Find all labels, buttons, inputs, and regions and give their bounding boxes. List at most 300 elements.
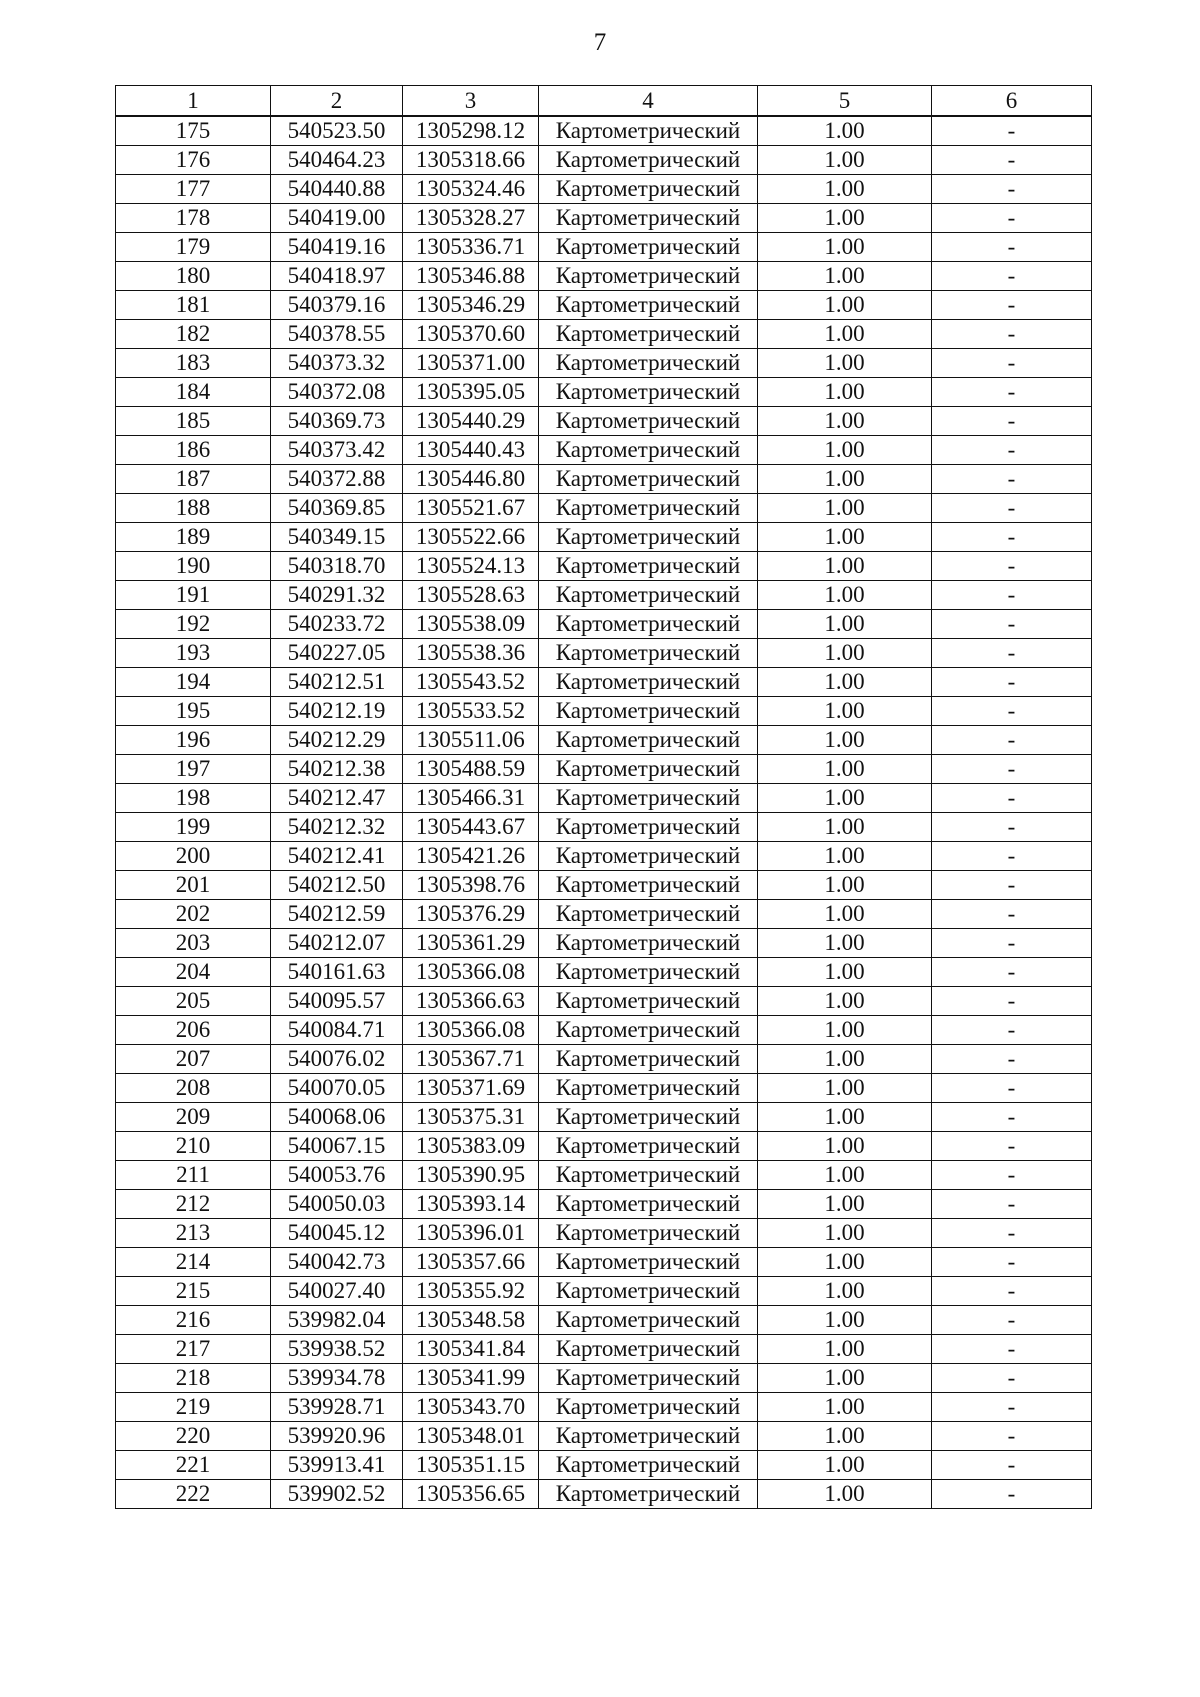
table-row (116, 233, 1092, 262)
accuracy-cell: 1.00 (758, 262, 932, 291)
column-header-5: 5 (758, 86, 932, 117)
x-coordinate-cell: 540076.02 (271, 1045, 403, 1074)
accuracy-cell: 1.00 (758, 1277, 932, 1306)
table-row (116, 1277, 1092, 1306)
y-coordinate-cell: 1305346.88 (403, 262, 539, 291)
notes-cell: - (932, 784, 1092, 813)
point-number-cell: 197 (116, 755, 271, 784)
accuracy-cell: 1.00 (758, 668, 932, 697)
accuracy-cell: 1.00 (758, 1422, 932, 1451)
point-number-cell: 206 (116, 1016, 271, 1045)
point-number-cell: 183 (116, 349, 271, 378)
notes-cell: - (932, 668, 1092, 697)
y-coordinate-cell: 1305367.71 (403, 1045, 539, 1074)
notes-cell: - (932, 1422, 1092, 1451)
accuracy-cell: 1.00 (758, 813, 932, 842)
table-row (116, 146, 1092, 175)
notes-cell: - (932, 842, 1092, 871)
x-coordinate-cell: 539928.71 (271, 1393, 403, 1422)
x-coordinate-cell: 540440.88 (271, 175, 403, 204)
method-cell: Картометрический (539, 1045, 758, 1074)
method-cell: Картометрический (539, 813, 758, 842)
table-row (116, 929, 1092, 958)
y-coordinate-cell: 1305356.65 (403, 1480, 539, 1509)
table-row (116, 1016, 1092, 1045)
point-number-cell: 176 (116, 146, 271, 175)
method-cell: Картометрический (539, 291, 758, 320)
table-row (116, 262, 1092, 291)
table-row (116, 1074, 1092, 1103)
table-row (116, 1045, 1092, 1074)
y-coordinate-cell: 1305383.09 (403, 1132, 539, 1161)
y-coordinate-cell: 1305318.66 (403, 146, 539, 175)
y-coordinate-cell: 1305524.13 (403, 552, 539, 581)
method-cell: Картометрический (539, 204, 758, 233)
method-cell: Картометрический (539, 233, 758, 262)
accuracy-cell: 1.00 (758, 146, 932, 175)
point-number-cell: 180 (116, 262, 271, 291)
method-cell: Картометрический (539, 1190, 758, 1219)
notes-cell: - (932, 1045, 1092, 1074)
point-number-cell: 202 (116, 900, 271, 929)
x-coordinate-cell: 540067.15 (271, 1132, 403, 1161)
y-coordinate-cell: 1305376.29 (403, 900, 539, 929)
table-row (116, 523, 1092, 552)
y-coordinate-cell: 1305488.59 (403, 755, 539, 784)
accuracy-cell: 1.00 (758, 784, 932, 813)
method-cell: Картометрический (539, 929, 758, 958)
point-number-cell: 187 (116, 465, 271, 494)
table-row (116, 1103, 1092, 1132)
notes-cell: - (932, 204, 1092, 233)
point-number-cell: 195 (116, 697, 271, 726)
table-row (116, 813, 1092, 842)
notes-cell: - (932, 755, 1092, 784)
accuracy-cell: 1.00 (758, 726, 932, 755)
y-coordinate-cell: 1305361.29 (403, 929, 539, 958)
y-coordinate-cell: 1305366.08 (403, 958, 539, 987)
notes-cell: - (932, 1335, 1092, 1364)
point-number-cell: 207 (116, 1045, 271, 1074)
notes-cell: - (932, 610, 1092, 639)
y-coordinate-cell: 1305393.14 (403, 1190, 539, 1219)
accuracy-cell: 1.00 (758, 755, 932, 784)
x-coordinate-cell: 540212.51 (271, 668, 403, 697)
column-header-2: 2 (271, 86, 403, 117)
point-number-cell: 216 (116, 1306, 271, 1335)
notes-cell: - (932, 1074, 1092, 1103)
y-coordinate-cell: 1305328.27 (403, 204, 539, 233)
y-coordinate-cell: 1305390.95 (403, 1161, 539, 1190)
table-header (116, 86, 1092, 117)
column-header-4: 4 (539, 86, 758, 117)
table-row (116, 1451, 1092, 1480)
accuracy-cell: 1.00 (758, 1451, 932, 1480)
method-cell: Картометрический (539, 1364, 758, 1393)
accuracy-cell: 1.00 (758, 1132, 932, 1161)
y-coordinate-cell: 1305375.31 (403, 1103, 539, 1132)
table-row (116, 1335, 1092, 1364)
x-coordinate-cell: 539902.52 (271, 1480, 403, 1509)
notes-cell: - (932, 494, 1092, 523)
notes-cell: - (932, 987, 1092, 1016)
notes-cell: - (932, 1161, 1092, 1190)
point-number-cell: 188 (116, 494, 271, 523)
table-row (116, 1393, 1092, 1422)
y-coordinate-cell: 1305521.67 (403, 494, 539, 523)
notes-cell: - (932, 523, 1092, 552)
table-row (116, 900, 1092, 929)
x-coordinate-cell: 540349.15 (271, 523, 403, 552)
table-row (116, 639, 1092, 668)
accuracy-cell: 1.00 (758, 233, 932, 262)
header-row (116, 86, 1092, 117)
table-row (116, 1219, 1092, 1248)
method-cell: Картометрический (539, 639, 758, 668)
y-coordinate-cell: 1305466.31 (403, 784, 539, 813)
method-cell: Картометрический (539, 842, 758, 871)
method-cell: Картометрический (539, 349, 758, 378)
y-coordinate-cell: 1305366.08 (403, 1016, 539, 1045)
method-cell: Картометрический (539, 1074, 758, 1103)
notes-cell: - (932, 726, 1092, 755)
accuracy-cell: 1.00 (758, 639, 932, 668)
x-coordinate-cell: 540369.85 (271, 494, 403, 523)
method-cell: Картометрический (539, 436, 758, 465)
y-coordinate-cell: 1305440.43 (403, 436, 539, 465)
method-cell: Картометрический (539, 175, 758, 204)
point-number-cell: 213 (116, 1219, 271, 1248)
table-row (116, 465, 1092, 494)
x-coordinate-cell: 540161.63 (271, 958, 403, 987)
notes-cell: - (932, 958, 1092, 987)
x-coordinate-cell: 540050.03 (271, 1190, 403, 1219)
point-number-cell: 210 (116, 1132, 271, 1161)
accuracy-cell: 1.00 (758, 1364, 932, 1393)
method-cell: Картометрический (539, 320, 758, 349)
x-coordinate-cell: 540372.88 (271, 465, 403, 494)
x-coordinate-cell: 539920.96 (271, 1422, 403, 1451)
y-coordinate-cell: 1305341.84 (403, 1335, 539, 1364)
y-coordinate-cell: 1305343.70 (403, 1393, 539, 1422)
table-row (116, 378, 1092, 407)
table-row (116, 291, 1092, 320)
point-number-cell: 220 (116, 1422, 271, 1451)
y-coordinate-cell: 1305370.60 (403, 320, 539, 349)
point-number-cell: 221 (116, 1451, 271, 1480)
accuracy-cell: 1.00 (758, 494, 932, 523)
y-coordinate-cell: 1305446.80 (403, 465, 539, 494)
method-cell: Картометрический (539, 523, 758, 552)
y-coordinate-cell: 1305366.63 (403, 987, 539, 1016)
point-number-cell: 219 (116, 1393, 271, 1422)
table-row (116, 958, 1092, 987)
x-coordinate-cell: 539938.52 (271, 1335, 403, 1364)
accuracy-cell: 1.00 (758, 958, 932, 987)
notes-cell: - (932, 407, 1092, 436)
x-coordinate-cell: 540068.06 (271, 1103, 403, 1132)
method-cell: Картометрический (539, 116, 758, 146)
x-coordinate-cell: 540212.41 (271, 842, 403, 871)
accuracy-cell: 1.00 (758, 1190, 932, 1219)
table-row (116, 1190, 1092, 1219)
method-cell: Картометрический (539, 1393, 758, 1422)
x-coordinate-cell: 540318.70 (271, 552, 403, 581)
accuracy-cell: 1.00 (758, 1248, 932, 1277)
notes-cell: - (932, 1306, 1092, 1335)
accuracy-cell: 1.00 (758, 1335, 932, 1364)
point-number-cell: 212 (116, 1190, 271, 1219)
y-coordinate-cell: 1305511.06 (403, 726, 539, 755)
x-coordinate-cell: 540212.47 (271, 784, 403, 813)
notes-cell: - (932, 581, 1092, 610)
y-coordinate-cell: 1305371.00 (403, 349, 539, 378)
y-coordinate-cell: 1305348.58 (403, 1306, 539, 1335)
table-row (116, 755, 1092, 784)
point-number-cell: 211 (116, 1161, 271, 1190)
notes-cell: - (932, 116, 1092, 146)
notes-cell: - (932, 233, 1092, 262)
method-cell: Картометрический (539, 262, 758, 291)
coordinates-table (115, 85, 1092, 1509)
accuracy-cell: 1.00 (758, 1161, 932, 1190)
method-cell: Картометрический (539, 900, 758, 929)
table-row (116, 668, 1092, 697)
point-number-cell: 189 (116, 523, 271, 552)
x-coordinate-cell: 540419.16 (271, 233, 403, 262)
point-number-cell: 190 (116, 552, 271, 581)
notes-cell: - (932, 552, 1092, 581)
table-row (116, 1132, 1092, 1161)
y-coordinate-cell: 1305371.69 (403, 1074, 539, 1103)
method-cell: Картометрический (539, 1451, 758, 1480)
method-cell: Картометрический (539, 1103, 758, 1132)
method-cell: Картометрический (539, 581, 758, 610)
method-cell: Картометрический (539, 1277, 758, 1306)
page-number: 7 (593, 29, 607, 56)
method-cell: Картометрический (539, 1422, 758, 1451)
x-coordinate-cell: 540464.23 (271, 146, 403, 175)
y-coordinate-cell: 1305528.63 (403, 581, 539, 610)
method-cell: Картометрический (539, 668, 758, 697)
accuracy-cell: 1.00 (758, 349, 932, 378)
method-cell: Картометрический (539, 378, 758, 407)
notes-cell: - (932, 813, 1092, 842)
accuracy-cell: 1.00 (758, 987, 932, 1016)
accuracy-cell: 1.00 (758, 610, 932, 639)
method-cell: Картометрический (539, 494, 758, 523)
method-cell: Картометрический (539, 726, 758, 755)
table-row (116, 784, 1092, 813)
accuracy-cell: 1.00 (758, 697, 932, 726)
point-number-cell: 222 (116, 1480, 271, 1509)
x-coordinate-cell: 540045.12 (271, 1219, 403, 1248)
table-row (116, 842, 1092, 871)
method-cell: Картометрический (539, 465, 758, 494)
x-coordinate-cell: 540212.32 (271, 813, 403, 842)
table-row (116, 320, 1092, 349)
point-number-cell: 191 (116, 581, 271, 610)
point-number-cell: 209 (116, 1103, 271, 1132)
x-coordinate-cell: 540233.72 (271, 610, 403, 639)
accuracy-cell: 1.00 (758, 291, 932, 320)
table-row (116, 349, 1092, 378)
x-coordinate-cell: 540378.55 (271, 320, 403, 349)
point-number-cell: 217 (116, 1335, 271, 1364)
table-row (116, 436, 1092, 465)
accuracy-cell: 1.00 (758, 871, 932, 900)
table-row (116, 581, 1092, 610)
point-number-cell: 200 (116, 842, 271, 871)
accuracy-cell: 1.00 (758, 929, 932, 958)
notes-cell: - (932, 175, 1092, 204)
y-coordinate-cell: 1305538.36 (403, 639, 539, 668)
point-number-cell: 199 (116, 813, 271, 842)
y-coordinate-cell: 1305395.05 (403, 378, 539, 407)
table-row (116, 116, 1092, 146)
notes-cell: - (932, 871, 1092, 900)
accuracy-cell: 1.00 (758, 1393, 932, 1422)
method-cell: Картометрический (539, 1219, 758, 1248)
table-row (116, 871, 1092, 900)
notes-cell: - (932, 349, 1092, 378)
table-row (116, 1480, 1092, 1509)
notes-cell: - (932, 1248, 1092, 1277)
notes-cell: - (932, 1364, 1092, 1393)
accuracy-cell: 1.00 (758, 1103, 932, 1132)
table-body (116, 116, 1092, 1509)
accuracy-cell: 1.00 (758, 1074, 932, 1103)
column-header-6: 6 (932, 86, 1092, 117)
method-cell: Картометрический (539, 407, 758, 436)
accuracy-cell: 1.00 (758, 465, 932, 494)
notes-cell: - (932, 1016, 1092, 1045)
notes-cell: - (932, 436, 1092, 465)
point-number-cell: 192 (116, 610, 271, 639)
accuracy-cell: 1.00 (758, 900, 932, 929)
y-coordinate-cell: 1305346.29 (403, 291, 539, 320)
accuracy-cell: 1.00 (758, 378, 932, 407)
notes-cell: - (932, 291, 1092, 320)
point-number-cell: 203 (116, 929, 271, 958)
point-number-cell: 215 (116, 1277, 271, 1306)
x-coordinate-cell: 540523.50 (271, 116, 403, 146)
point-number-cell: 193 (116, 639, 271, 668)
point-number-cell: 214 (116, 1248, 271, 1277)
notes-cell: - (932, 1103, 1092, 1132)
table-row (116, 204, 1092, 233)
point-number-cell: 196 (116, 726, 271, 755)
accuracy-cell: 1.00 (758, 581, 932, 610)
y-coordinate-cell: 1305298.12 (403, 116, 539, 146)
accuracy-cell: 1.00 (758, 407, 932, 436)
method-cell: Картометрический (539, 958, 758, 987)
point-number-cell: 177 (116, 175, 271, 204)
accuracy-cell: 1.00 (758, 175, 932, 204)
x-coordinate-cell: 540027.40 (271, 1277, 403, 1306)
table-row (116, 1422, 1092, 1451)
x-coordinate-cell: 540212.38 (271, 755, 403, 784)
table-row (116, 407, 1092, 436)
y-coordinate-cell: 1305440.29 (403, 407, 539, 436)
method-cell: Картометрический (539, 784, 758, 813)
x-coordinate-cell: 540084.71 (271, 1016, 403, 1045)
y-coordinate-cell: 1305543.52 (403, 668, 539, 697)
method-cell: Картометрический (539, 697, 758, 726)
notes-cell: - (932, 320, 1092, 349)
y-coordinate-cell: 1305398.76 (403, 871, 539, 900)
accuracy-cell: 1.00 (758, 842, 932, 871)
method-cell: Картометрический (539, 1335, 758, 1364)
x-coordinate-cell: 540212.29 (271, 726, 403, 755)
accuracy-cell: 1.00 (758, 1480, 932, 1509)
notes-cell: - (932, 146, 1092, 175)
method-cell: Картометрический (539, 610, 758, 639)
notes-cell: - (932, 262, 1092, 291)
accuracy-cell: 1.00 (758, 1219, 932, 1248)
method-cell: Картометрический (539, 871, 758, 900)
point-number-cell: 204 (116, 958, 271, 987)
point-number-cell: 185 (116, 407, 271, 436)
point-number-cell: 205 (116, 987, 271, 1016)
point-number-cell: 175 (116, 116, 271, 146)
notes-cell: - (932, 900, 1092, 929)
method-cell: Картометрический (539, 1161, 758, 1190)
x-coordinate-cell: 540379.16 (271, 291, 403, 320)
notes-cell: - (932, 465, 1092, 494)
x-coordinate-cell: 539934.78 (271, 1364, 403, 1393)
method-cell: Картометрический (539, 1480, 758, 1509)
y-coordinate-cell: 1305336.71 (403, 233, 539, 262)
point-number-cell: 184 (116, 378, 271, 407)
x-coordinate-cell: 540212.50 (271, 871, 403, 900)
point-number-cell: 194 (116, 668, 271, 697)
method-cell: Картометрический (539, 552, 758, 581)
x-coordinate-cell: 539913.41 (271, 1451, 403, 1480)
notes-cell: - (932, 1393, 1092, 1422)
accuracy-cell: 1.00 (758, 116, 932, 146)
accuracy-cell: 1.00 (758, 436, 932, 465)
y-coordinate-cell: 1305396.01 (403, 1219, 539, 1248)
table-row (116, 697, 1092, 726)
method-cell: Картометрический (539, 987, 758, 1016)
accuracy-cell: 1.00 (758, 1045, 932, 1074)
x-coordinate-cell: 540372.08 (271, 378, 403, 407)
method-cell: Картометрический (539, 146, 758, 175)
table-row (116, 175, 1092, 204)
accuracy-cell: 1.00 (758, 1016, 932, 1045)
x-coordinate-cell: 540053.76 (271, 1161, 403, 1190)
table-row (116, 1248, 1092, 1277)
accuracy-cell: 1.00 (758, 320, 932, 349)
point-number-cell: 201 (116, 871, 271, 900)
method-cell: Картометрический (539, 1306, 758, 1335)
notes-cell: - (932, 929, 1092, 958)
notes-cell: - (932, 378, 1092, 407)
x-coordinate-cell: 540373.32 (271, 349, 403, 378)
notes-cell: - (932, 1219, 1092, 1248)
notes-cell: - (932, 1451, 1092, 1480)
table-row (116, 1161, 1092, 1190)
table-row (116, 1364, 1092, 1393)
x-coordinate-cell: 540373.42 (271, 436, 403, 465)
x-coordinate-cell: 540227.05 (271, 639, 403, 668)
point-number-cell: 182 (116, 320, 271, 349)
notes-cell: - (932, 1190, 1092, 1219)
y-coordinate-cell: 1305538.09 (403, 610, 539, 639)
x-coordinate-cell: 540291.32 (271, 581, 403, 610)
table-row (116, 987, 1092, 1016)
